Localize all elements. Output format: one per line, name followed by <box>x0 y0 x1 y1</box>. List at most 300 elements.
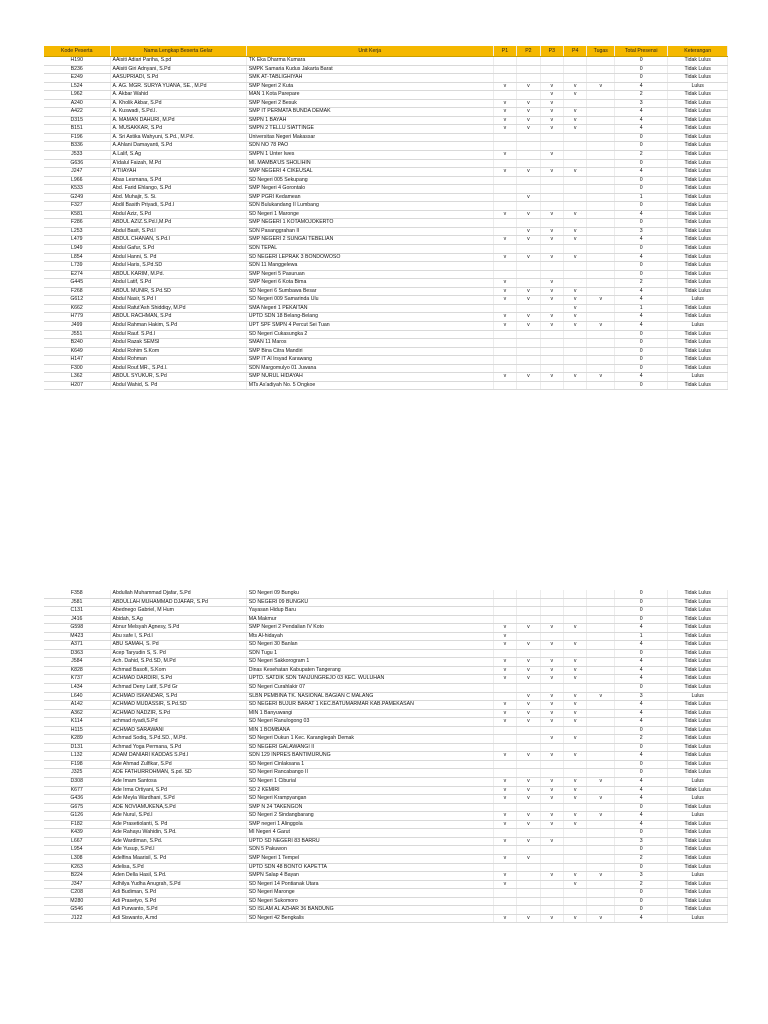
cell-p1: v <box>493 321 516 330</box>
cell-tugas <box>587 125 615 134</box>
cell-tugas: v <box>587 914 615 923</box>
table-row <box>44 313 728 322</box>
cell-unit-kerja: SD NEGERI BUJUR BARAT 1 KEC.BATUMARMAR KAB.PAMEKASAN <box>246 701 493 710</box>
attendance-table-page-1 <box>44 46 728 390</box>
cell-tugas <box>587 735 615 744</box>
cell-p3: v <box>540 236 563 245</box>
cell-nama-lengkap: Abas Lesmana, S.Pd <box>110 176 246 185</box>
cell-total-presensi: 0 <box>615 270 668 279</box>
cell-kode-peserta: G636 <box>44 159 110 168</box>
cell-unit-kerja: MTs As'adiyah No. 5 Ongkoe <box>246 381 493 390</box>
cell-p1 <box>493 615 516 624</box>
cell-p4 <box>564 262 587 271</box>
cell-kode-peserta: K581 <box>44 210 110 219</box>
cell-keterangan: Tidak Lulus <box>668 133 728 142</box>
cell-p4 <box>564 889 587 898</box>
cell-p1: v <box>493 279 516 288</box>
cell-p3: v <box>540 666 563 675</box>
cell-unit-kerja: SD Negeri Rancabango II <box>246 769 493 778</box>
cell-p4: v <box>564 658 587 667</box>
cell-total-presensi: 0 <box>615 803 668 812</box>
cell-p2 <box>517 880 540 889</box>
cell-total-presensi: 0 <box>615 339 668 348</box>
cell-keterangan: Tidak Lulus <box>668 906 728 915</box>
cell-nama-lengkap: Abdul Rafut'Ash Shiddiqy, M.Pd <box>110 304 246 313</box>
cell-p4 <box>564 598 587 607</box>
table-row <box>44 270 728 279</box>
cell-p1: v <box>493 666 516 675</box>
cell-total-presensi: 0 <box>615 381 668 390</box>
cell-kode-peserta: G436 <box>44 795 110 804</box>
cell-p2: v <box>517 210 540 219</box>
cell-unit-kerja: Mts Al-hidayah <box>246 632 493 641</box>
table-row <box>44 227 728 236</box>
cell-unit-kerja: SD Negeri 30 Banlan <box>246 641 493 650</box>
cell-nama-lengkap: A. MUSAKKAR, S.Pd <box>110 125 246 134</box>
cell-p1 <box>493 185 516 194</box>
cell-total-presensi: 2 <box>615 279 668 288</box>
cell-kode-peserta: J551 <box>44 330 110 339</box>
cell-p1: v <box>493 675 516 684</box>
cell-kode-peserta: J584 <box>44 658 110 667</box>
cell-p3 <box>540 649 563 658</box>
cell-p3 <box>540 897 563 906</box>
cell-kode-peserta: K289 <box>44 735 110 744</box>
cell-kode-peserta: G249 <box>44 193 110 202</box>
cell-nama-lengkap: AASUPRIADI, S.Pd <box>110 74 246 83</box>
cell-kode-peserta: L962 <box>44 91 110 100</box>
cell-p4 <box>564 65 587 74</box>
cell-p1: v <box>493 313 516 322</box>
cell-keterangan: Tidak Lulus <box>668 863 728 872</box>
cell-total-presensi: 0 <box>615 684 668 693</box>
cell-keterangan: Tidak Lulus <box>668 897 728 906</box>
cell-p3: v <box>540 701 563 710</box>
table-row <box>44 133 728 142</box>
cell-kode-peserta: L132 <box>44 752 110 761</box>
cell-p3 <box>540 339 563 348</box>
table-row <box>44 658 728 667</box>
cell-p4: v <box>564 373 587 382</box>
cell-p3: v <box>540 82 563 91</box>
table-body <box>44 590 728 923</box>
cell-p3 <box>540 846 563 855</box>
cell-unit-kerja: SD Negeri 005 Sekupang <box>246 176 493 185</box>
cell-kode-peserta: L362 <box>44 373 110 382</box>
cell-p2: v <box>517 854 540 863</box>
cell-p4: v <box>564 709 587 718</box>
cell-tugas <box>587 820 615 829</box>
cell-total-presensi: 0 <box>615 598 668 607</box>
cell-p2 <box>517 735 540 744</box>
cell-p1 <box>493 846 516 855</box>
cell-p1: v <box>493 108 516 117</box>
table-row <box>44 786 728 795</box>
cell-p1: v <box>493 854 516 863</box>
cell-unit-kerja: SDN 5 Pakuwon <box>246 846 493 855</box>
cell-nama-lengkap: ABU SAMAH, S. Pd <box>110 641 246 650</box>
cell-p4 <box>564 151 587 160</box>
cell-unit-kerja: SDN Margomulyo 01 Juwana <box>246 364 493 373</box>
cell-p3 <box>540 65 563 74</box>
cell-kode-peserta: J247 <box>44 168 110 177</box>
cell-p2: v <box>517 108 540 117</box>
cell-unit-kerja: SDN Tugu 1 <box>246 649 493 658</box>
cell-p3: v <box>540 692 563 701</box>
table-row <box>44 321 728 330</box>
cell-kode-peserta: B236 <box>44 65 110 74</box>
cell-unit-kerja: SMP IT Al Irsyad Karawang <box>246 356 493 365</box>
cell-p2 <box>517 270 540 279</box>
cell-nama-lengkap: Abdul Rauf. S.Pd.I <box>110 330 246 339</box>
cell-total-presensi: 4 <box>615 373 668 382</box>
cell-kode-peserta: L954 <box>44 846 110 855</box>
cell-p3: v <box>540 709 563 718</box>
cell-nama-lengkap: Abdul Rohim S.Kom <box>110 347 246 356</box>
cell-p3 <box>540 245 563 254</box>
cell-p2 <box>517 726 540 735</box>
table-row <box>44 803 728 812</box>
cell-p3: v <box>540 321 563 330</box>
cell-unit-kerja: SD Negeri Cukasungka 2 <box>246 330 493 339</box>
cell-tugas <box>587 381 615 390</box>
cell-p4: v <box>564 820 587 829</box>
table-row <box>44 125 728 134</box>
cell-p2 <box>517 279 540 288</box>
cell-nama-lengkap: Abnur Melsyah Agnesy, S.Pd <box>110 624 246 633</box>
cell-kode-peserta: D363 <box>44 649 110 658</box>
cell-tugas <box>587 65 615 74</box>
cell-p3: v <box>540 253 563 262</box>
cell-p2 <box>517 615 540 624</box>
cell-tugas <box>587 760 615 769</box>
cell-nama-lengkap: A.Lalif, S.Ag <box>110 151 246 160</box>
cell-keterangan: Tidak Lulus <box>668 159 728 168</box>
cell-kode-peserta: G126 <box>44 812 110 821</box>
cell-p2 <box>517 356 540 365</box>
cell-tugas <box>587 906 615 915</box>
cell-p4 <box>564 364 587 373</box>
cell-p4 <box>564 356 587 365</box>
cell-kode-peserta: A371 <box>44 641 110 650</box>
cell-p1 <box>493 906 516 915</box>
cell-nama-lengkap: ACHMAD NADZIR, S.Pd <box>110 709 246 718</box>
cell-tugas <box>587 846 615 855</box>
cell-nama-lengkap: Ach. Dahid, S.Pd.SD, M.Pd <box>110 658 246 667</box>
cell-nama-lengkap: Ade Nurul, S.Pd.I <box>110 812 246 821</box>
table-row <box>44 108 728 117</box>
cell-nama-lengkap: Abu safe I, S.Pd.I <box>110 632 246 641</box>
cell-nama-lengkap: Ade Ahmad Zulfikar, S.Pd <box>110 760 246 769</box>
cell-total-presensi: 4 <box>615 666 668 675</box>
cell-nama-lengkap: ABDUL SYUKUR, S.Pd <box>110 373 246 382</box>
cell-total-presensi: 4 <box>615 820 668 829</box>
cell-tugas <box>587 632 615 641</box>
header-tugas: Tugas <box>587 46 615 57</box>
cell-tugas <box>587 769 615 778</box>
cell-p1 <box>493 364 516 373</box>
attendance-table <box>44 590 728 923</box>
table-row <box>44 692 728 701</box>
cell-kode-peserta: E249 <box>44 74 110 83</box>
cell-p4: v <box>564 91 587 100</box>
cell-total-presensi: 3 <box>615 692 668 701</box>
cell-kode-peserta: L479 <box>44 236 110 245</box>
cell-p2 <box>517 91 540 100</box>
cell-keterangan: Tidak Lulus <box>668 880 728 889</box>
cell-tugas <box>587 837 615 846</box>
table-row <box>44 364 728 373</box>
cell-nama-lengkap: A. Kuswadi, S.Pd.I. <box>110 108 246 117</box>
cell-p1: v <box>493 641 516 650</box>
cell-total-presensi: 4 <box>615 812 668 821</box>
cell-keterangan: Tidak Lulus <box>668 786 728 795</box>
cell-total-presensi: 4 <box>615 786 668 795</box>
cell-p1: v <box>493 296 516 305</box>
cell-keterangan: Lulus <box>668 82 728 91</box>
cell-unit-kerja: SMP negeri 1 Alinggola <box>246 820 493 829</box>
cell-p4 <box>564 142 587 151</box>
cell-tugas <box>587 176 615 185</box>
cell-keterangan: Tidak Lulus <box>668 287 728 296</box>
cell-total-presensi: 4 <box>615 168 668 177</box>
cell-p1 <box>493 863 516 872</box>
table-row <box>44 829 728 838</box>
cell-p1 <box>493 65 516 74</box>
cell-unit-kerja: SMA Negeri 1 PEKAITAN <box>246 304 493 313</box>
cell-kode-peserta: M280 <box>44 897 110 906</box>
cell-p2: v <box>517 236 540 245</box>
cell-p3: v <box>540 116 563 125</box>
cell-unit-kerja: SD Negeri 09 Bungku <box>246 590 493 598</box>
cell-nama-lengkap: Ade Wardiman, S.Pd. <box>110 837 246 846</box>
cell-tugas <box>587 330 615 339</box>
cell-tugas <box>587 880 615 889</box>
cell-keterangan: Tidak Lulus <box>668 718 728 727</box>
cell-p3 <box>540 133 563 142</box>
cell-kode-peserta: L739 <box>44 262 110 271</box>
cell-kode-peserta: J325 <box>44 769 110 778</box>
cell-unit-kerja: SD Negeri 42 Bengkalis <box>246 914 493 923</box>
cell-unit-kerja: MI. MAMBA'US SHOLIHIN <box>246 159 493 168</box>
cell-p2: v <box>517 99 540 108</box>
cell-kode-peserta: L667 <box>44 837 110 846</box>
cell-kode-peserta: F358 <box>44 590 110 598</box>
cell-nama-lengkap: A.Ahlani Damayanti, S.Pd <box>110 142 246 151</box>
header-p3: P3 <box>540 46 563 57</box>
cell-p1 <box>493 607 516 616</box>
cell-kode-peserta: J533 <box>44 151 110 160</box>
cell-p3: v <box>540 658 563 667</box>
cell-keterangan: Tidak Lulus <box>668 820 728 829</box>
table-row <box>44 176 728 185</box>
cell-total-presensi: 0 <box>615 74 668 83</box>
cell-keterangan: Tidak Lulus <box>668 142 728 151</box>
cell-p3: v <box>540 151 563 160</box>
cell-nama-lengkap: Acep Taryudin S, S. Pd <box>110 649 246 658</box>
cell-p1 <box>493 245 516 254</box>
cell-nama-lengkap: Abdul Latif, S.Pd <box>110 279 246 288</box>
cell-unit-kerja: SDN NO 78 PAO <box>246 142 493 151</box>
table-row <box>44 607 728 616</box>
table-row <box>44 142 728 151</box>
table-row <box>44 99 728 108</box>
cell-unit-kerja: SDN Pasanggrahan II <box>246 227 493 236</box>
cell-tugas: v <box>587 373 615 382</box>
cell-p2 <box>517 381 540 390</box>
cell-p2: v <box>517 666 540 675</box>
cell-nama-lengkap: Abd. Muhajir, S. Si. <box>110 193 246 202</box>
cell-p3: v <box>540 279 563 288</box>
header-unit-kerja: Unit Kerja <box>246 46 493 57</box>
cell-p4 <box>564 649 587 658</box>
cell-tugas: v <box>587 321 615 330</box>
cell-tugas <box>587 108 615 117</box>
cell-total-presensi: 4 <box>615 624 668 633</box>
cell-kode-peserta: L640 <box>44 692 110 701</box>
table-row <box>44 287 728 296</box>
table-row <box>44 356 728 365</box>
cell-total-presensi: 0 <box>615 607 668 616</box>
cell-p3: v <box>540 210 563 219</box>
cell-nama-lengkap: ABDUL CHANAN, S.Pd.I <box>110 236 246 245</box>
cell-keterangan: Lulus <box>668 812 728 821</box>
cell-p2 <box>517 632 540 641</box>
cell-tugas <box>587 57 615 66</box>
cell-p3: v <box>540 108 563 117</box>
cell-p4 <box>564 837 587 846</box>
cell-keterangan: Tidak Lulus <box>668 381 728 390</box>
cell-p3 <box>540 684 563 693</box>
cell-p2: v <box>517 193 540 202</box>
cell-p3 <box>540 176 563 185</box>
cell-tugas <box>587 193 615 202</box>
cell-unit-kerja: SD NEGERI 09 BUNGKU <box>246 598 493 607</box>
cell-kode-peserta: A422 <box>44 108 110 117</box>
cell-keterangan: Tidak Lulus <box>668 270 728 279</box>
cell-p1 <box>493 262 516 271</box>
table-row <box>44 296 728 305</box>
cell-keterangan: Tidak Lulus <box>668 889 728 898</box>
cell-p1: v <box>493 116 516 125</box>
cell-unit-kerja: SDN 129 INPRES BANTIMURUNG <box>246 752 493 761</box>
cell-unit-kerja: SD Negeri Curahlakir 07 <box>246 684 493 693</box>
cell-p2 <box>517 590 540 598</box>
cell-nama-lengkap: Abednego Gabriel, M Hum <box>110 607 246 616</box>
cell-nama-lengkap: Achmad Deny Latif, S.Pd Gr <box>110 684 246 693</box>
cell-p1: v <box>493 752 516 761</box>
cell-keterangan: Tidak Lulus <box>668 253 728 262</box>
cell-nama-lengkap: A. Akbar Wahid <box>110 91 246 100</box>
cell-nama-lengkap: A. MAMAN DAHURI, M.Pd <box>110 116 246 125</box>
cell-nama-lengkap: Aden Della Hasil, S.Pd. <box>110 872 246 881</box>
cell-p4: v <box>564 880 587 889</box>
cell-total-presensi: 4 <box>615 210 668 219</box>
cell-p2 <box>517 304 540 313</box>
cell-p1: v <box>493 624 516 633</box>
cell-p4: v <box>564 778 587 787</box>
cell-kode-peserta: A362 <box>44 709 110 718</box>
cell-p4: v <box>564 666 587 675</box>
table-row <box>44 837 728 846</box>
cell-tugas <box>587 219 615 228</box>
cell-nama-lengkap: ADAM DANIARI KADDAS S.Pd.I <box>110 752 246 761</box>
cell-p2: v <box>517 373 540 382</box>
cell-p2: v <box>517 168 540 177</box>
table-row <box>44 159 728 168</box>
cell-keterangan: Tidak Lulus <box>668 65 728 74</box>
table-row <box>44 641 728 650</box>
cell-keterangan: Tidak Lulus <box>668 803 728 812</box>
cell-unit-kerja: SMP Negeri 4 Gorontalo <box>246 185 493 194</box>
cell-p3 <box>540 598 563 607</box>
header-p2: P2 <box>517 46 540 57</box>
table-row <box>44 373 728 382</box>
cell-p3 <box>540 615 563 624</box>
cell-total-presensi: 4 <box>615 641 668 650</box>
cell-p1: v <box>493 151 516 160</box>
cell-p2: v <box>517 786 540 795</box>
cell-keterangan: Tidak Lulus <box>668 769 728 778</box>
cell-nama-lengkap: ACHMAD DARDIRI, S.Pd <box>110 675 246 684</box>
cell-nama-lengkap: Abdul Hanni, S. Pd <box>110 253 246 262</box>
cell-total-presensi: 4 <box>615 236 668 245</box>
cell-p2 <box>517 607 540 616</box>
table-row <box>44 718 728 727</box>
table-row <box>44 743 728 752</box>
cell-kode-peserta: G598 <box>44 624 110 633</box>
cell-tugas <box>587 142 615 151</box>
cell-total-presensi: 4 <box>615 718 668 727</box>
cell-nama-lengkap: A. Sri Astika Wahyuni, S.Pd., M.Pd. <box>110 133 246 142</box>
cell-unit-kerja: SMP NURUL HIDAYAH <box>246 373 493 382</box>
cell-p3 <box>540 304 563 313</box>
cell-p3 <box>540 880 563 889</box>
cell-p1 <box>493 202 516 211</box>
cell-total-presensi: 4 <box>615 778 668 787</box>
cell-unit-kerja: MIN 1 Banyuwangi <box>246 709 493 718</box>
cell-p4 <box>564 846 587 855</box>
cell-p2 <box>517 74 540 83</box>
cell-p1: v <box>493 287 516 296</box>
cell-unit-kerja: SD ISLAM AL AZHAR 36 BANDUNG <box>246 906 493 915</box>
cell-nama-lengkap: A. AG. MGR. SURYA YUANA, SE., M.Pd <box>110 82 246 91</box>
cell-nama-lengkap: Adelfina Maarisil, S. Pd <box>110 854 246 863</box>
cell-p3 <box>540 270 563 279</box>
cell-keterangan: Tidak Lulus <box>668 854 728 863</box>
cell-unit-kerja: SD NEGERI GALAWANGI II <box>246 743 493 752</box>
table-row <box>44 339 728 348</box>
cell-tugas <box>587 99 615 108</box>
cell-p3: v <box>540 296 563 305</box>
cell-p4 <box>564 381 587 390</box>
cell-p1: v <box>493 820 516 829</box>
cell-p4: v <box>564 735 587 744</box>
cell-p1: v <box>493 786 516 795</box>
cell-keterangan: Tidak Lulus <box>668 615 728 624</box>
table-row <box>44 726 728 735</box>
table-row <box>44 752 728 761</box>
cell-p3 <box>540 381 563 390</box>
cell-p2: v <box>517 658 540 667</box>
cell-p2 <box>517 863 540 872</box>
cell-p1 <box>493 692 516 701</box>
cell-kode-peserta: H115 <box>44 726 110 735</box>
cell-total-presensi: 4 <box>615 701 668 710</box>
table-row <box>44 202 728 211</box>
cell-p4 <box>564 760 587 769</box>
cell-p4: v <box>564 752 587 761</box>
